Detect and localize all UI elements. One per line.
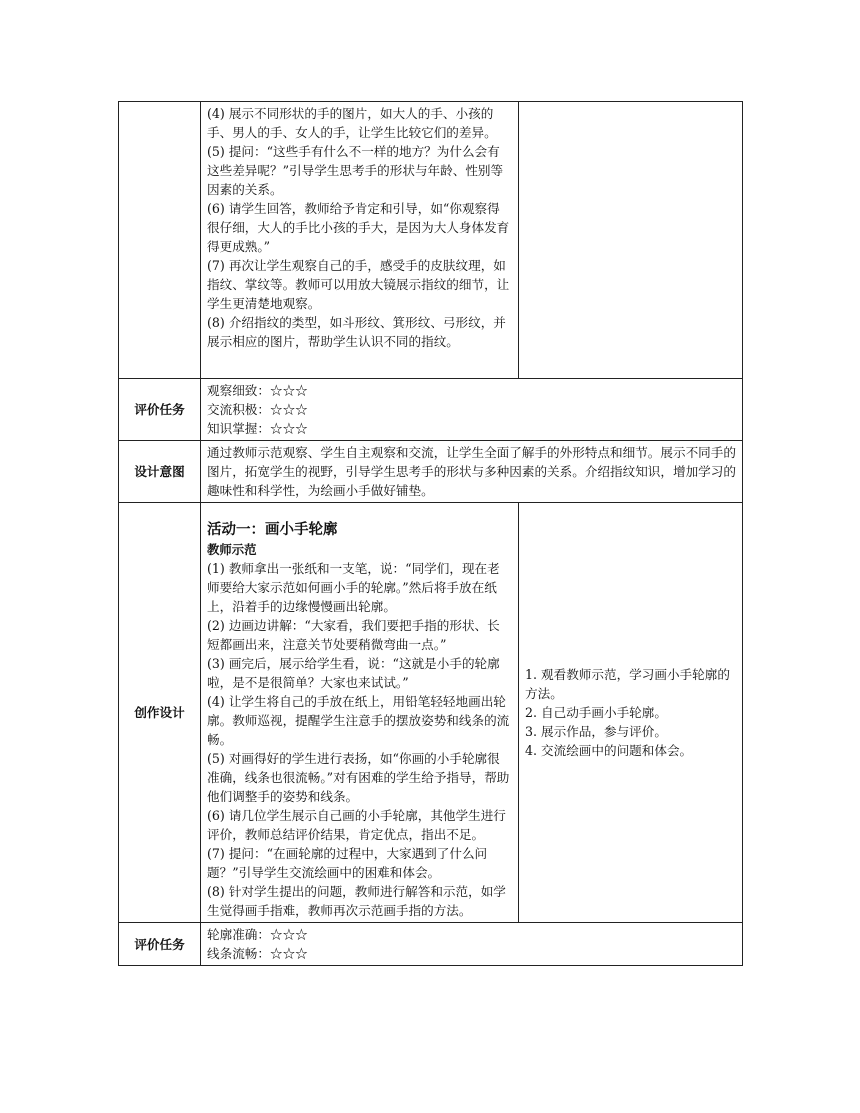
section-subtitle: 教师示范 [207,542,257,557]
teacher-step: (2) 边画边讲解：“大家看，我们要把手指的形状、长短都画出来，注意关节处要稍微弯曲一点。” [207,618,500,652]
design-intent-row [119,441,743,503]
evaluation-row-2 [119,923,743,966]
teacher-step: (4) 让学生将自己的手放在纸上，用铅笔轻轻地画出轮廓。教师巡视，提醒学生注意手的摆放姿势和线条的流畅。 [207,694,510,747]
design-intent-text: 通过教师示范观察、学生自主观察和交流，让学生全面了解手的外形特点和细节。展示不同手的图片，拓宽学生的视野，引导学生思考手的形状与多种因素的关系。介绍指纹知识，增加学习的趣味性和科学性，为绘画小手做好铺垫。 [201,441,743,503]
creation-teacher-cell [201,503,519,923]
teacher-step: (3) 画完后，展示给学生看，说：“这就是小手的轮廓啦，是不是很简单？大家也来试试。” [207,656,500,690]
teacher-step: (4) 展示不同形状的手的图片，如大人的手、小孩的手、男人的手、女人的手，让学生比较它们的差异。 [207,106,497,140]
criterion: 线条流畅：☆☆☆ [207,946,308,961]
student-step: 2. 自己动手画小手轮廓。 [525,705,667,720]
activity-title: 活动一：画小手轮廓 [207,522,338,538]
criterion: 轮廓准确：☆☆☆ [207,927,308,942]
criterion: 交流积极：☆☆☆ [207,402,308,417]
teacher-step: (6) 请几位学生展示自己画的小手轮廓，其他学生进行评价，教师总结评价结果，肯定优点，指出不足。 [207,808,506,842]
student-step: 4. 交流绘画中的问题和体会。 [525,743,693,758]
criterion: 观察细致：☆☆☆ [207,383,308,398]
creation-design-row [119,503,743,923]
creation-student-cell [519,503,743,923]
row-label-empty [119,102,201,379]
teacher-activity-cell [201,102,519,379]
teacher-step: (7) 再次让学生观察自己的手，感受手的皮肤纹理，如指纹、掌纹等。教师可以用放大镜展示指纹的细节，让学生更清楚地观察。 [207,258,510,311]
teacher-step: (5) 对画得好的学生进行表扬，如“你画的小手轮廓很准确，线条也很流畅。”对有困难的学生给予指导，帮助他们调整手的姿势和线条。 [207,751,510,804]
criterion: 知识掌握：☆☆☆ [207,421,308,436]
evaluation-criteria [201,923,743,966]
evaluation-row-1 [119,379,743,441]
teacher-step: (5) 提问：“这些手有什么不一样的地方？为什么会有这些差异呢？”引导学生思考手的形状与年龄、性别等因素的关系。 [207,144,504,197]
student-step: 1. 观看教师示范，学习画小手轮廓的方法。 [525,667,730,701]
evaluation-label: 评价任务 [119,379,201,441]
creation-design-label: 创作设计 [119,503,201,923]
evaluation-label: 评价任务 [119,923,201,966]
teacher-step: (8) 针对学生提出的问题，教师进行解答和示范，如学生觉得画手指难，教师再次示范画手指的方法。 [207,884,506,918]
teacher-step: (6) 请学生回答，教师给予肯定和引导，如“你观察得很仔细，大人的手比小孩的手大，是因为大人身体发育得更成熟。” [207,201,510,254]
teacher-step: (1) 教师拿出一张纸和一支笔，说：“同学们，现在老师要给大家示范如何画小手的轮廓。”然后将手放在纸上，沿着手的边缘慢慢画出轮廓。 [207,561,500,614]
teaching-process-row [119,102,743,379]
student-activity-cell [519,102,743,379]
student-step: 3. 展示作品，参与评价。 [525,724,667,739]
teacher-step: (8) 介绍指纹的类型，如斗形纹、箕形纹、弓形纹，并展示相应的图片，帮助学生认识不同的指纹。 [207,315,506,349]
design-intent-label: 设计意图 [119,441,201,503]
teacher-step: (7) 提问：“在画轮廓的过程中，大家遇到了什么问题？”引导学生交流绘画中的困难和体会。 [207,846,488,880]
evaluation-criteria [201,379,743,441]
lesson-plan-table [118,101,743,966]
